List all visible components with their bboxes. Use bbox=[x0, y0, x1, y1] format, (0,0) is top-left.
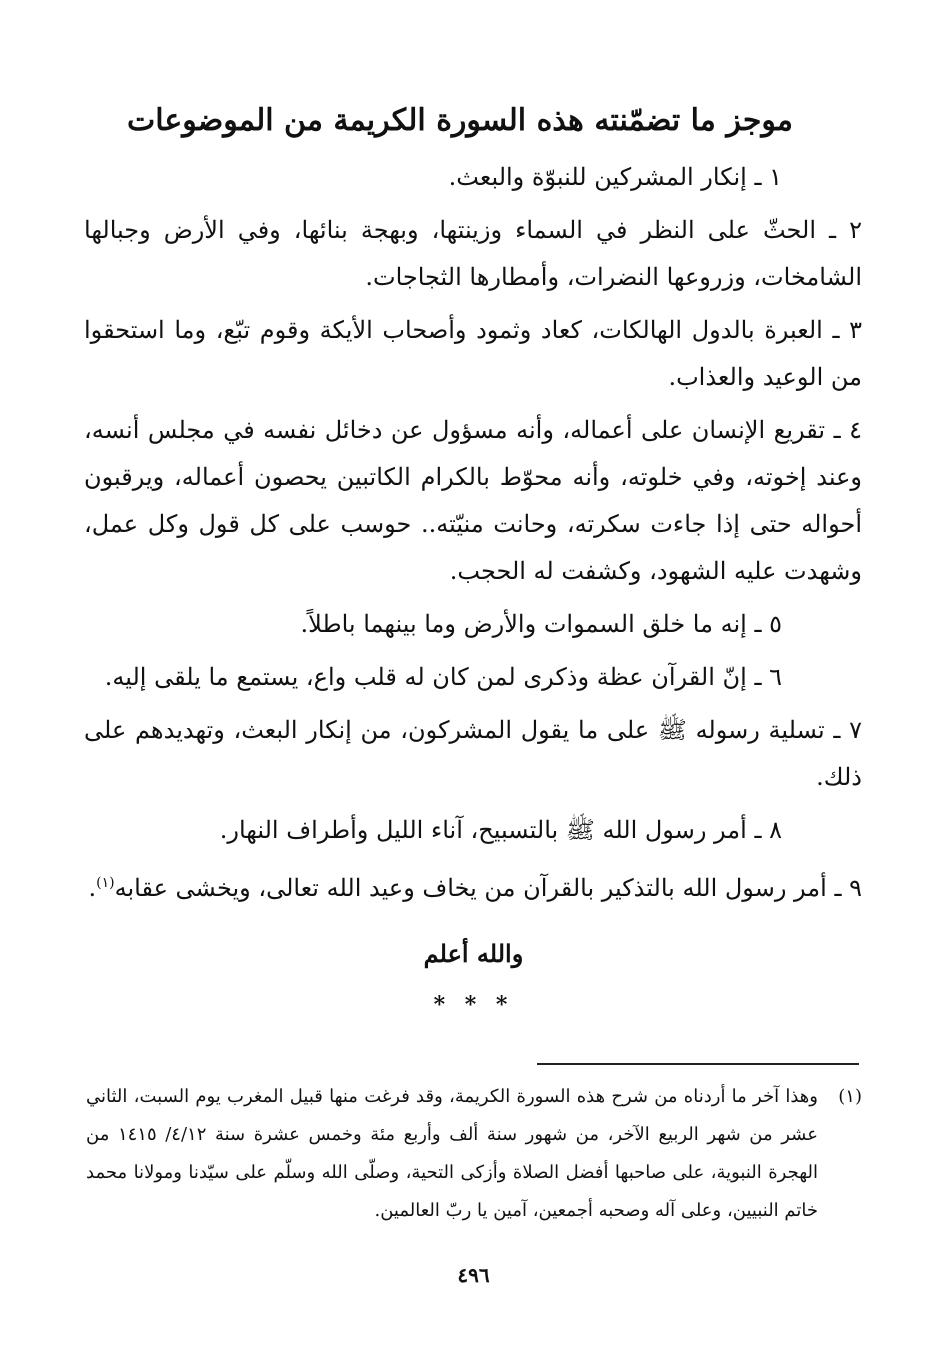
list-item-1 bbox=[84, 154, 862, 201]
item-number: ٦ ـ bbox=[754, 663, 782, 691]
footnote-reference: (١) bbox=[96, 875, 115, 891]
item-text: إنكار المشركين للنبوّة والبعث. bbox=[448, 163, 755, 191]
footnote bbox=[86, 1078, 862, 1230]
item-text-tail: . bbox=[88, 874, 97, 902]
item-number: ٧ ـ bbox=[833, 716, 862, 744]
list-item-9 bbox=[84, 860, 862, 912]
item-number: ١ ـ bbox=[754, 163, 782, 191]
item-text: أمر رسول الله ﷺ بالتسبيح، آناء الليل وأطراف النهار. bbox=[219, 816, 755, 844]
list-item-3 bbox=[84, 307, 862, 401]
item-number: ٥ ـ bbox=[754, 610, 782, 638]
closing-phrase: والله أعلم bbox=[423, 939, 524, 968]
list-item-8 bbox=[84, 807, 862, 854]
item-number: ٩ ـ bbox=[834, 874, 862, 902]
list-item-2 bbox=[84, 207, 862, 301]
item-text: العبرة بالدول الهالكات، كعاد وثمود وأصحاب الأيكة وقوم تبّع، وما استحقوا من الوعيد والعذاب. bbox=[84, 316, 862, 391]
section-separator: * * * bbox=[433, 992, 514, 1018]
item-number: ٢ ـ bbox=[829, 216, 862, 244]
page-title: موجز ما تضمّنته هذه السورة الكريمة من الموضوعات bbox=[127, 103, 793, 138]
item-text: أمر رسول الله بالتذكير بالقرآن من يخاف وعيد الله تعالى، ويخشى عقابه bbox=[114, 874, 835, 902]
item-text: الحثّ على النظر في السماء وزينتها، وبهجة بنائها، وفي الأرض وجبالها الشامخات، وزروعها النضرات، وأمطارها الثجاجات. bbox=[84, 216, 862, 291]
page-number: ٤٩٦ bbox=[457, 1263, 490, 1287]
item-text: تقريع الإنسان على أعماله، وأنه مسؤول عن دخائل نفسه في مجلس أنسه، وعند إخوته، وفي خلوته، وأنه محوّط بالكرام الكاتبين يحصون أعماله، ويرقبون أحواله حتى إذا جاءت سكرته، وحانت منيّته.. حوسب على كل قول وكل عمل، وشهدت عليه الشهود، وكشفت له الحجب. bbox=[84, 416, 862, 585]
footnote-divider bbox=[537, 1063, 859, 1065]
item-text: تسلية رسوله ﷺ على ما يقول المشركون، من إنكار البعث، وتهديدهم على ذلك. bbox=[84, 716, 862, 791]
item-number: ٤ ـ bbox=[833, 416, 862, 444]
footnote-marker: (١) bbox=[838, 1086, 862, 1107]
item-number: ٣ ـ bbox=[832, 316, 862, 344]
list-item-4 bbox=[84, 407, 862, 595]
list-item-5 bbox=[84, 601, 862, 648]
item-text: إنه ما خلق السموات والأرض وما بينهما باطلاً. bbox=[300, 610, 755, 638]
topics-list bbox=[84, 154, 862, 918]
list-item-6 bbox=[84, 654, 862, 701]
footnote-text: وهذا آخر ما أردناه من شرح هذه السورة الكريمة، وقد فرغت منها قبيل المغرب يوم السبت، الثاني عشر من شهر الربيع الآخر، من شهور سنة ألف وأربع مئة وخمس عشرة سنة ٤/١٢/ ١٤١٥ من الهجرة النبوية، على صاحبها أفضل الصلاة وأزكى التحية، وصلّى الله وسلّم على سيّدنا ومولانا محمد خاتم النبيين، وعلى آله وصحبه أجمعين، آمين يا ربّ العالمين. bbox=[86, 1086, 818, 1221]
list-item-7 bbox=[84, 707, 862, 801]
item-text: إنّ القرآن عظة وذكرى لمن كان له قلب واع، يستمع ما يلقى إليه. bbox=[104, 663, 755, 691]
item-number: ٨ ـ bbox=[754, 816, 782, 844]
